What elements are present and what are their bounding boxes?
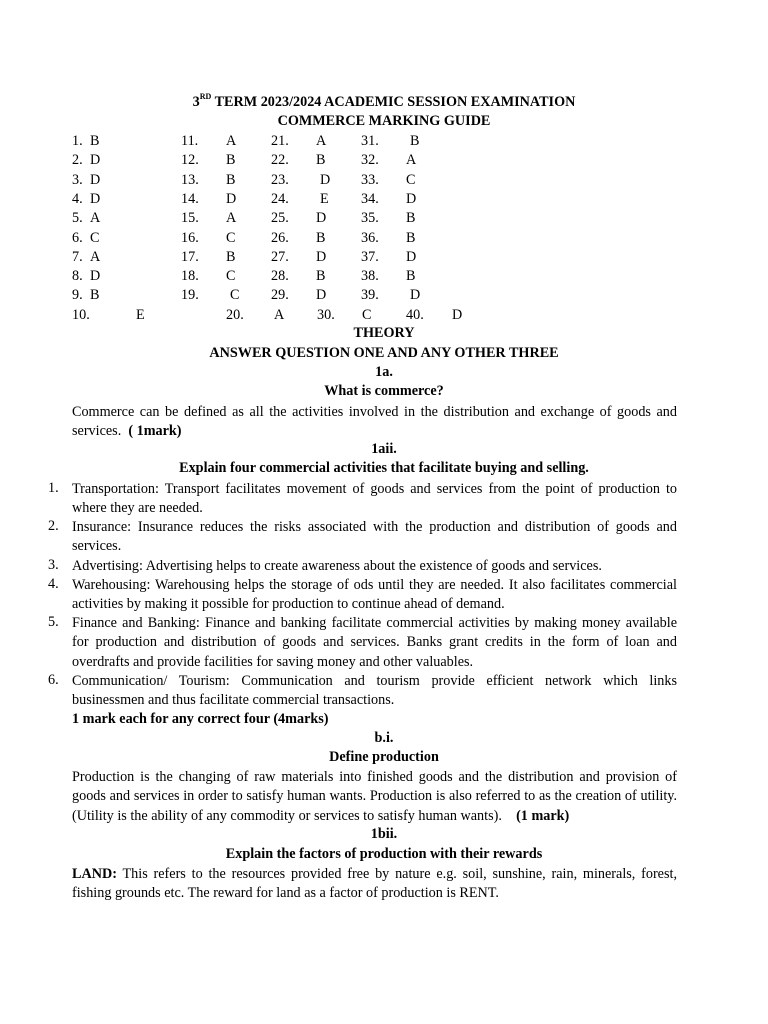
question-1bi: Define production [329, 749, 439, 765]
answer-number: 37. [361, 248, 379, 265]
answer-letter: D [90, 152, 101, 169]
question-1a: What is commerce? [324, 383, 444, 399]
commercial-activity-item: Advertising: Advertising helps to create awareness about the existence of goods and services. [72, 558, 602, 574]
answer-number: 5. [72, 210, 83, 227]
guide-subtitle: COMMERCE MARKING GUIDE [277, 113, 491, 129]
term-number: 3 [192, 94, 200, 110]
answer-letter: D [90, 171, 101, 188]
exam-title [0, 94, 768, 111]
answer-letter: C [226, 229, 236, 246]
answer-number: 3. [72, 171, 83, 188]
answer-letter: A [90, 210, 101, 227]
answer-number: 27. [271, 248, 289, 265]
land-text: This refers to the resources provided free by nature e.g. soil, sunshine, rain, minerals, forest, fishing grounds etc. The reward for land as a factor of production is RENT. [72, 866, 677, 902]
answer-1bi [72, 768, 677, 826]
answer-number: 29. [271, 287, 289, 304]
item-number: 4. [48, 576, 59, 592]
answer-letter: D [316, 248, 327, 265]
answer-number: 35. [361, 210, 379, 227]
answer-letter: D [316, 287, 327, 304]
answer-number: 2. [72, 152, 83, 169]
item-number: 5. [48, 614, 59, 630]
answer-letter: A [90, 248, 101, 265]
answer-number: 23. [271, 171, 289, 188]
answer-letter: B [226, 152, 236, 169]
answer-number: 31. [361, 133, 379, 149]
term-superscript: RD [199, 92, 212, 101]
question-label-1bi: b.i. [374, 730, 394, 746]
answer-number: 13. [181, 171, 199, 188]
answer-number: 28. [271, 268, 289, 285]
answer-number: 12. [181, 152, 199, 169]
answer-letter: A [226, 210, 237, 227]
answer-number: 30. [317, 306, 335, 323]
answer-number: 14. [181, 190, 199, 207]
answer-letter: D [226, 190, 237, 207]
answer-number: 17. [181, 248, 199, 265]
answer-letter: B [90, 133, 100, 149]
exam-title-text: TERM 2023/2024 ACADEMIC SESSION EXAMINATION [211, 94, 576, 110]
answer-number: 20. [226, 306, 244, 323]
answer-letter: B [316, 152, 326, 169]
answer-number: 39. [361, 287, 379, 304]
question-label-1a: 1a. [375, 364, 393, 380]
answer-letter: B [406, 229, 416, 246]
answer-letter: C [90, 229, 100, 246]
answer-letter: B [410, 133, 420, 149]
answer-number: 4. [72, 190, 83, 207]
answer-letter: E [136, 306, 145, 323]
answer-letter: B [226, 171, 236, 188]
answer-letter: A [226, 133, 237, 149]
answer-letter: D [90, 268, 101, 285]
theory-instruction: ANSWER QUESTION ONE AND ANY OTHER THREE [209, 345, 559, 361]
answer-1bi-text: Production is the changing of raw materials into finished goods and the distribution and provision of goods and services in order to satisfy human wants. Production is also referred to as the creation of utility. (Utility is the ability of any commodity or services to satisfy human wants). [72, 769, 677, 824]
item-number: 6. [48, 672, 59, 688]
land-label: LAND: [72, 866, 117, 882]
answer-letter: A [316, 133, 327, 149]
answer-number: 16. [181, 229, 199, 246]
answer-1a-text: Commerce can be defined as all the activities involved in the distribution and exchange of goods and services. [72, 404, 677, 440]
answer-letter: A [274, 306, 285, 323]
answer-number: 25. [271, 210, 289, 227]
answer-letter: D [406, 248, 417, 265]
question-label-1aii: 1aii. [371, 441, 397, 457]
answer-letter: C [362, 306, 372, 323]
commercial-activity-item: Warehousing: Warehousing helps the storage of ods until they are needed. It also facilitates commercial activities by making it possible for production to continue ahead of demand. [72, 577, 677, 613]
answer-number: 33. [361, 171, 379, 188]
answer-number: 19. [181, 287, 199, 304]
answer-number: 26. [271, 229, 289, 246]
question-1bii: Explain the factors of production with their rewards [225, 846, 543, 862]
answer-letter: D [410, 287, 421, 304]
answer-letter: B [316, 229, 326, 246]
item-number: 1. [48, 480, 59, 496]
answer-letter: D [316, 210, 327, 227]
question-1aii: Explain four commercial activities that facilitate buying and selling. [179, 460, 589, 476]
answer-letter: D [452, 306, 463, 323]
answer-letter: C [406, 171, 416, 188]
answer-letter: C [226, 268, 236, 285]
item-number: 3. [48, 557, 59, 573]
answer-letter: D [406, 190, 417, 207]
commercial-activity-item: Transportation: Transport facilitates movement of goods and services from the point of production to where they are needed. [72, 481, 677, 517]
answer-letter: C [230, 287, 240, 304]
commercial-activity-item: Communication/ Tourism: Communication and tourism provide efficient network which links businessmen and thus facilitate commercial transactions. [72, 673, 677, 709]
answer-1bi-mark: (1 mark) [516, 807, 570, 824]
answer-number: 22. [271, 152, 289, 169]
answer-letter: B [226, 248, 236, 265]
answer-number: 11. [181, 133, 199, 149]
answer-number: 40. [406, 306, 424, 323]
answer-number: 32. [361, 152, 379, 169]
answer-number: 7. [72, 248, 83, 265]
commercial-activity-item: Finance and Banking: Finance and banking facilitate commercial activities by making money available for production and distribution of goods and services. Banks grant credits in the form of loan and overdrafts and provide facilities for saving money and other valuables. [72, 615, 677, 670]
commercial-activity-item: Insurance: Insurance reduces the risks associated with the production and distribution of goods and services. [72, 519, 677, 555]
answer-number: 6. [72, 229, 83, 246]
answer-number: 15. [181, 210, 199, 227]
answer-number: 9. [72, 287, 83, 304]
answer-1a-mark: ( 1mark) [128, 423, 182, 440]
answer-letter: B [316, 268, 326, 285]
answer-letter: A [406, 152, 417, 169]
answer-number: 38. [361, 268, 379, 285]
question-label-1bii: 1bii. [370, 826, 398, 842]
answer-number: 8. [72, 268, 83, 285]
answer-letter: E [320, 190, 329, 207]
answer-number: 1. [72, 133, 83, 149]
answer-number: 24. [271, 190, 289, 207]
theory-heading: THEORY [353, 325, 415, 341]
marking-note-1aii: 1 mark each for any correct four (4marks) [72, 711, 329, 727]
answer-number: 10. [72, 306, 90, 323]
answer-number: 36. [361, 229, 379, 246]
answer-number: 21. [271, 133, 289, 149]
answer-letter: D [90, 190, 101, 207]
answer-number: 18. [181, 268, 199, 285]
answer-land [72, 865, 677, 904]
answer-number: 34. [361, 190, 379, 207]
answer-1a [72, 403, 677, 442]
answer-letter: B [406, 268, 416, 285]
item-number: 2. [48, 518, 59, 534]
answer-letter: B [406, 210, 416, 227]
answer-letter: B [90, 287, 100, 304]
answer-letter: D [320, 171, 331, 188]
